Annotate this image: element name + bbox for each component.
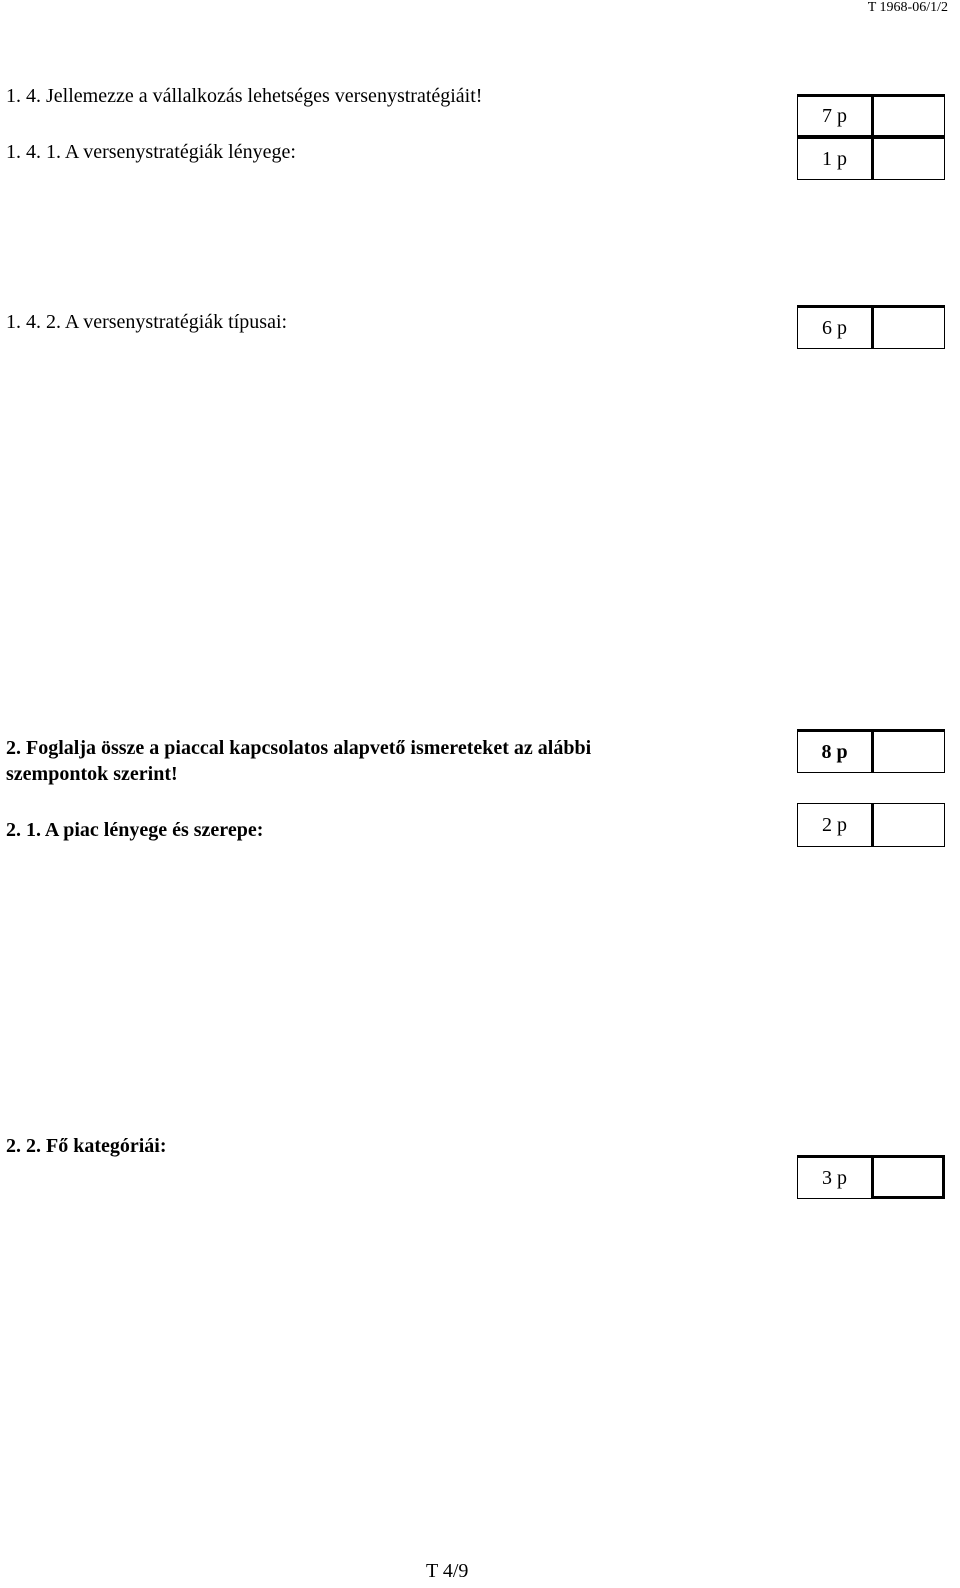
score-label-1-4-1: 1 p xyxy=(797,136,871,180)
score-box-2 xyxy=(797,729,945,773)
page-number: T 4/9 xyxy=(426,1560,469,1582)
score-box-1-4 xyxy=(797,94,945,136)
question-1-4-1-title: 1. 4. 1. A versenystratégiák lényege: xyxy=(6,141,296,163)
score-entry-1-4-2[interactable] xyxy=(871,305,945,349)
score-box-2-1 xyxy=(797,803,945,847)
question-2-1-title: 2. 1. A piac lényege és szerepe: xyxy=(6,819,264,841)
score-entry-2-1[interactable] xyxy=(871,803,945,847)
question-1-4-2-title: 1. 4. 2. A versenystratégiák típusai: xyxy=(6,311,288,333)
score-label-1-4: 7 p xyxy=(797,94,871,136)
question-2-2-title: 2. 2. Fő kategóriái: xyxy=(6,1135,167,1157)
score-entry-2-2[interactable] xyxy=(871,1155,945,1199)
score-label-2: 8 p xyxy=(797,729,871,773)
score-box-1-4-2 xyxy=(797,305,945,349)
score-label-2-1: 2 p xyxy=(797,803,871,847)
question-2-title-line1: 2. Foglalja össze a piaccal kapcsolatos alapvető ismereteket az alábbi xyxy=(6,737,592,759)
question-1-4-title: 1. 4. Jellemezze a vállalkozás lehetséges versenystratégiáit! xyxy=(6,85,483,107)
score-box-1-4-1 xyxy=(797,136,945,180)
score-entry-1-4-1[interactable] xyxy=(871,136,945,180)
score-label-2-2: 3 p xyxy=(797,1155,871,1199)
score-box-2-2 xyxy=(797,1155,945,1199)
question-2-title-line2: szempontok szerint! xyxy=(6,763,178,785)
score-label-1-4-2: 6 p xyxy=(797,305,871,349)
document-code: T 1968-06/1/2 xyxy=(867,0,948,15)
score-entry-1-4[interactable] xyxy=(871,94,945,136)
score-entry-2[interactable] xyxy=(871,729,945,773)
